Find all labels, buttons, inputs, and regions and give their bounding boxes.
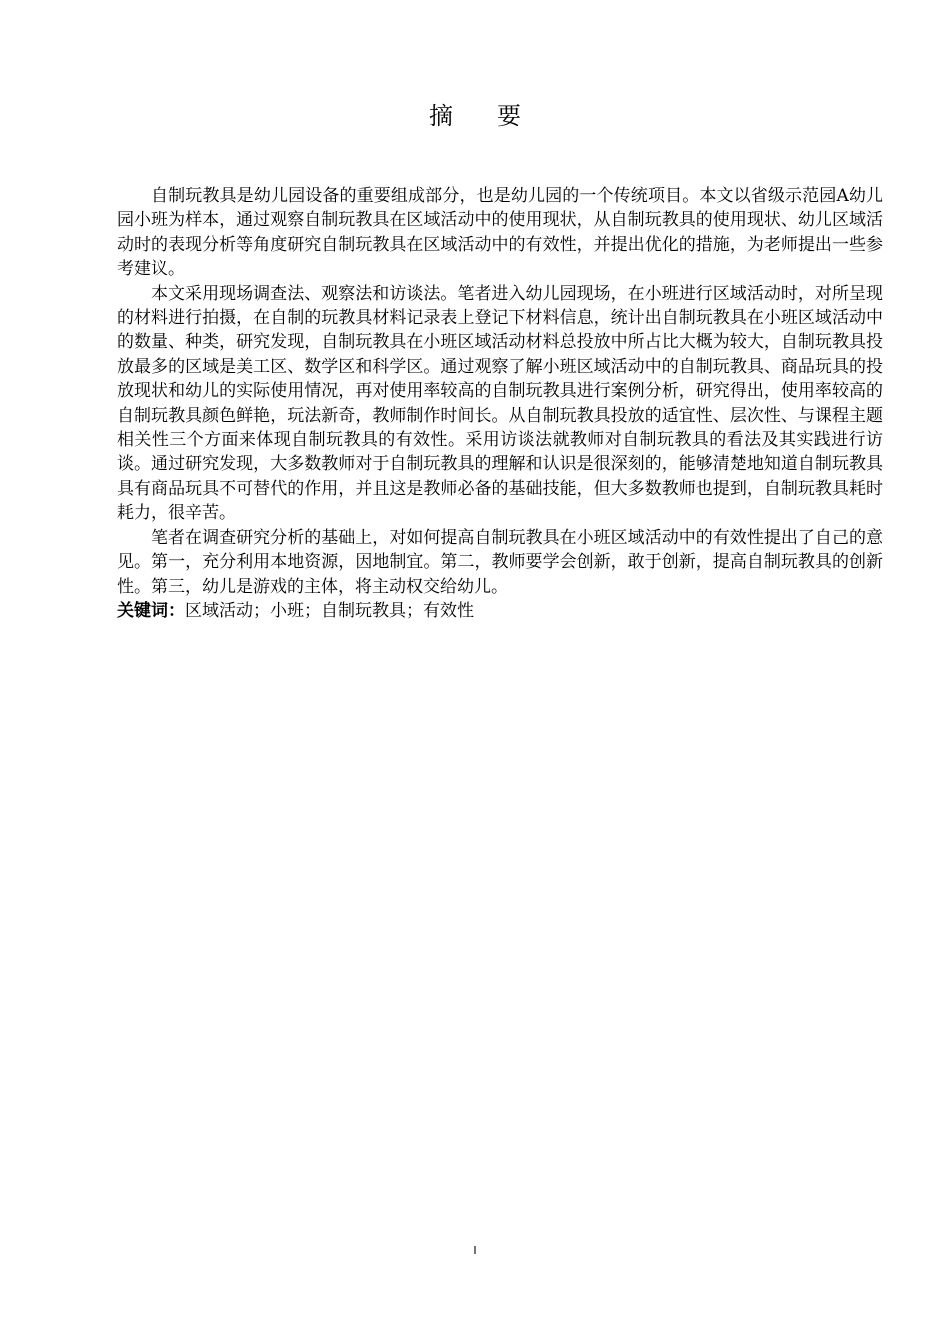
abstract-title: 摘要 [429,102,565,130]
keywords-text: 区域活动；小班；自制玩教具；有效性 [185,600,474,621]
abstract-paragraph-1: 自制玩教具是幼儿园设备的重要组成部分，也是幼儿园的一个传统项目。本文以省级示范园A幼儿园小班为样本，通过观察自制玩教具在区域活动中的使用现状，从自制玩教具的使用现状、幼儿区域活动时的表现分析等角度研究自制玩教具在区域活动中的有效性，并提出优化的措施，为老师提出一些参考建议。 [117,186,883,280]
abstract-body [117,184,883,623]
keywords-label: 关键词： [117,600,185,621]
abstract-paragraph-2: 本文采用现场调查法、观察法和访谈法。笔者进入幼儿园现场，在小班进行区域活动时，对所呈现的材料进行拍摄，在自制的玩教具材料记录表上登记下材料信息，统计出自制玩教具在小班区域活动中的数量、种类，研究发现，自制玩教具在小班区域活动材料总投放中所占比大概为较大，自制玩教具投放最多的区域是美工区、数学区和科学区。通过观察了解小班区域活动中的自制玩教具、商品玩具的投放现状和幼儿的实际使用情况，再对使用率较高的自制玩教具进行案例分析，研究得出，使用率较高的自制玩教具颜色鲜艳，玩法新奇，教师制作时间长。从自制玩教具投放的适宜性、层次性、与课程主题相关性三个方面来体现自制玩教具的有效性。采用访谈法就教师对自制玩教具的看法及其实践进行访谈。通过研究发现，大多数教师对于自制玩教具的理解和认识是很深刻的，能够清楚地知道自制玩教具具有商品玩具不可替代的作用，并且这是教师必备的基础技能，但大多数教师也提到，自制玩教具耗时耗力，很辛苦。 [117,283,883,524]
page-number: I [473,1244,477,1257]
abstract-paragraph-3: 笔者在调查研究分析的基础上，对如何提高自制玩教具在小班区域活动中的有效性提出了自己的意见。第一，充分利用本地资源，因地制宜。第二，教师要学会创新，敢于创新，提高自制玩教具的创新性。第三，幼儿是游戏的主体，将主动权交给幼儿。 [117,527,883,597]
keywords-line [117,599,883,623]
